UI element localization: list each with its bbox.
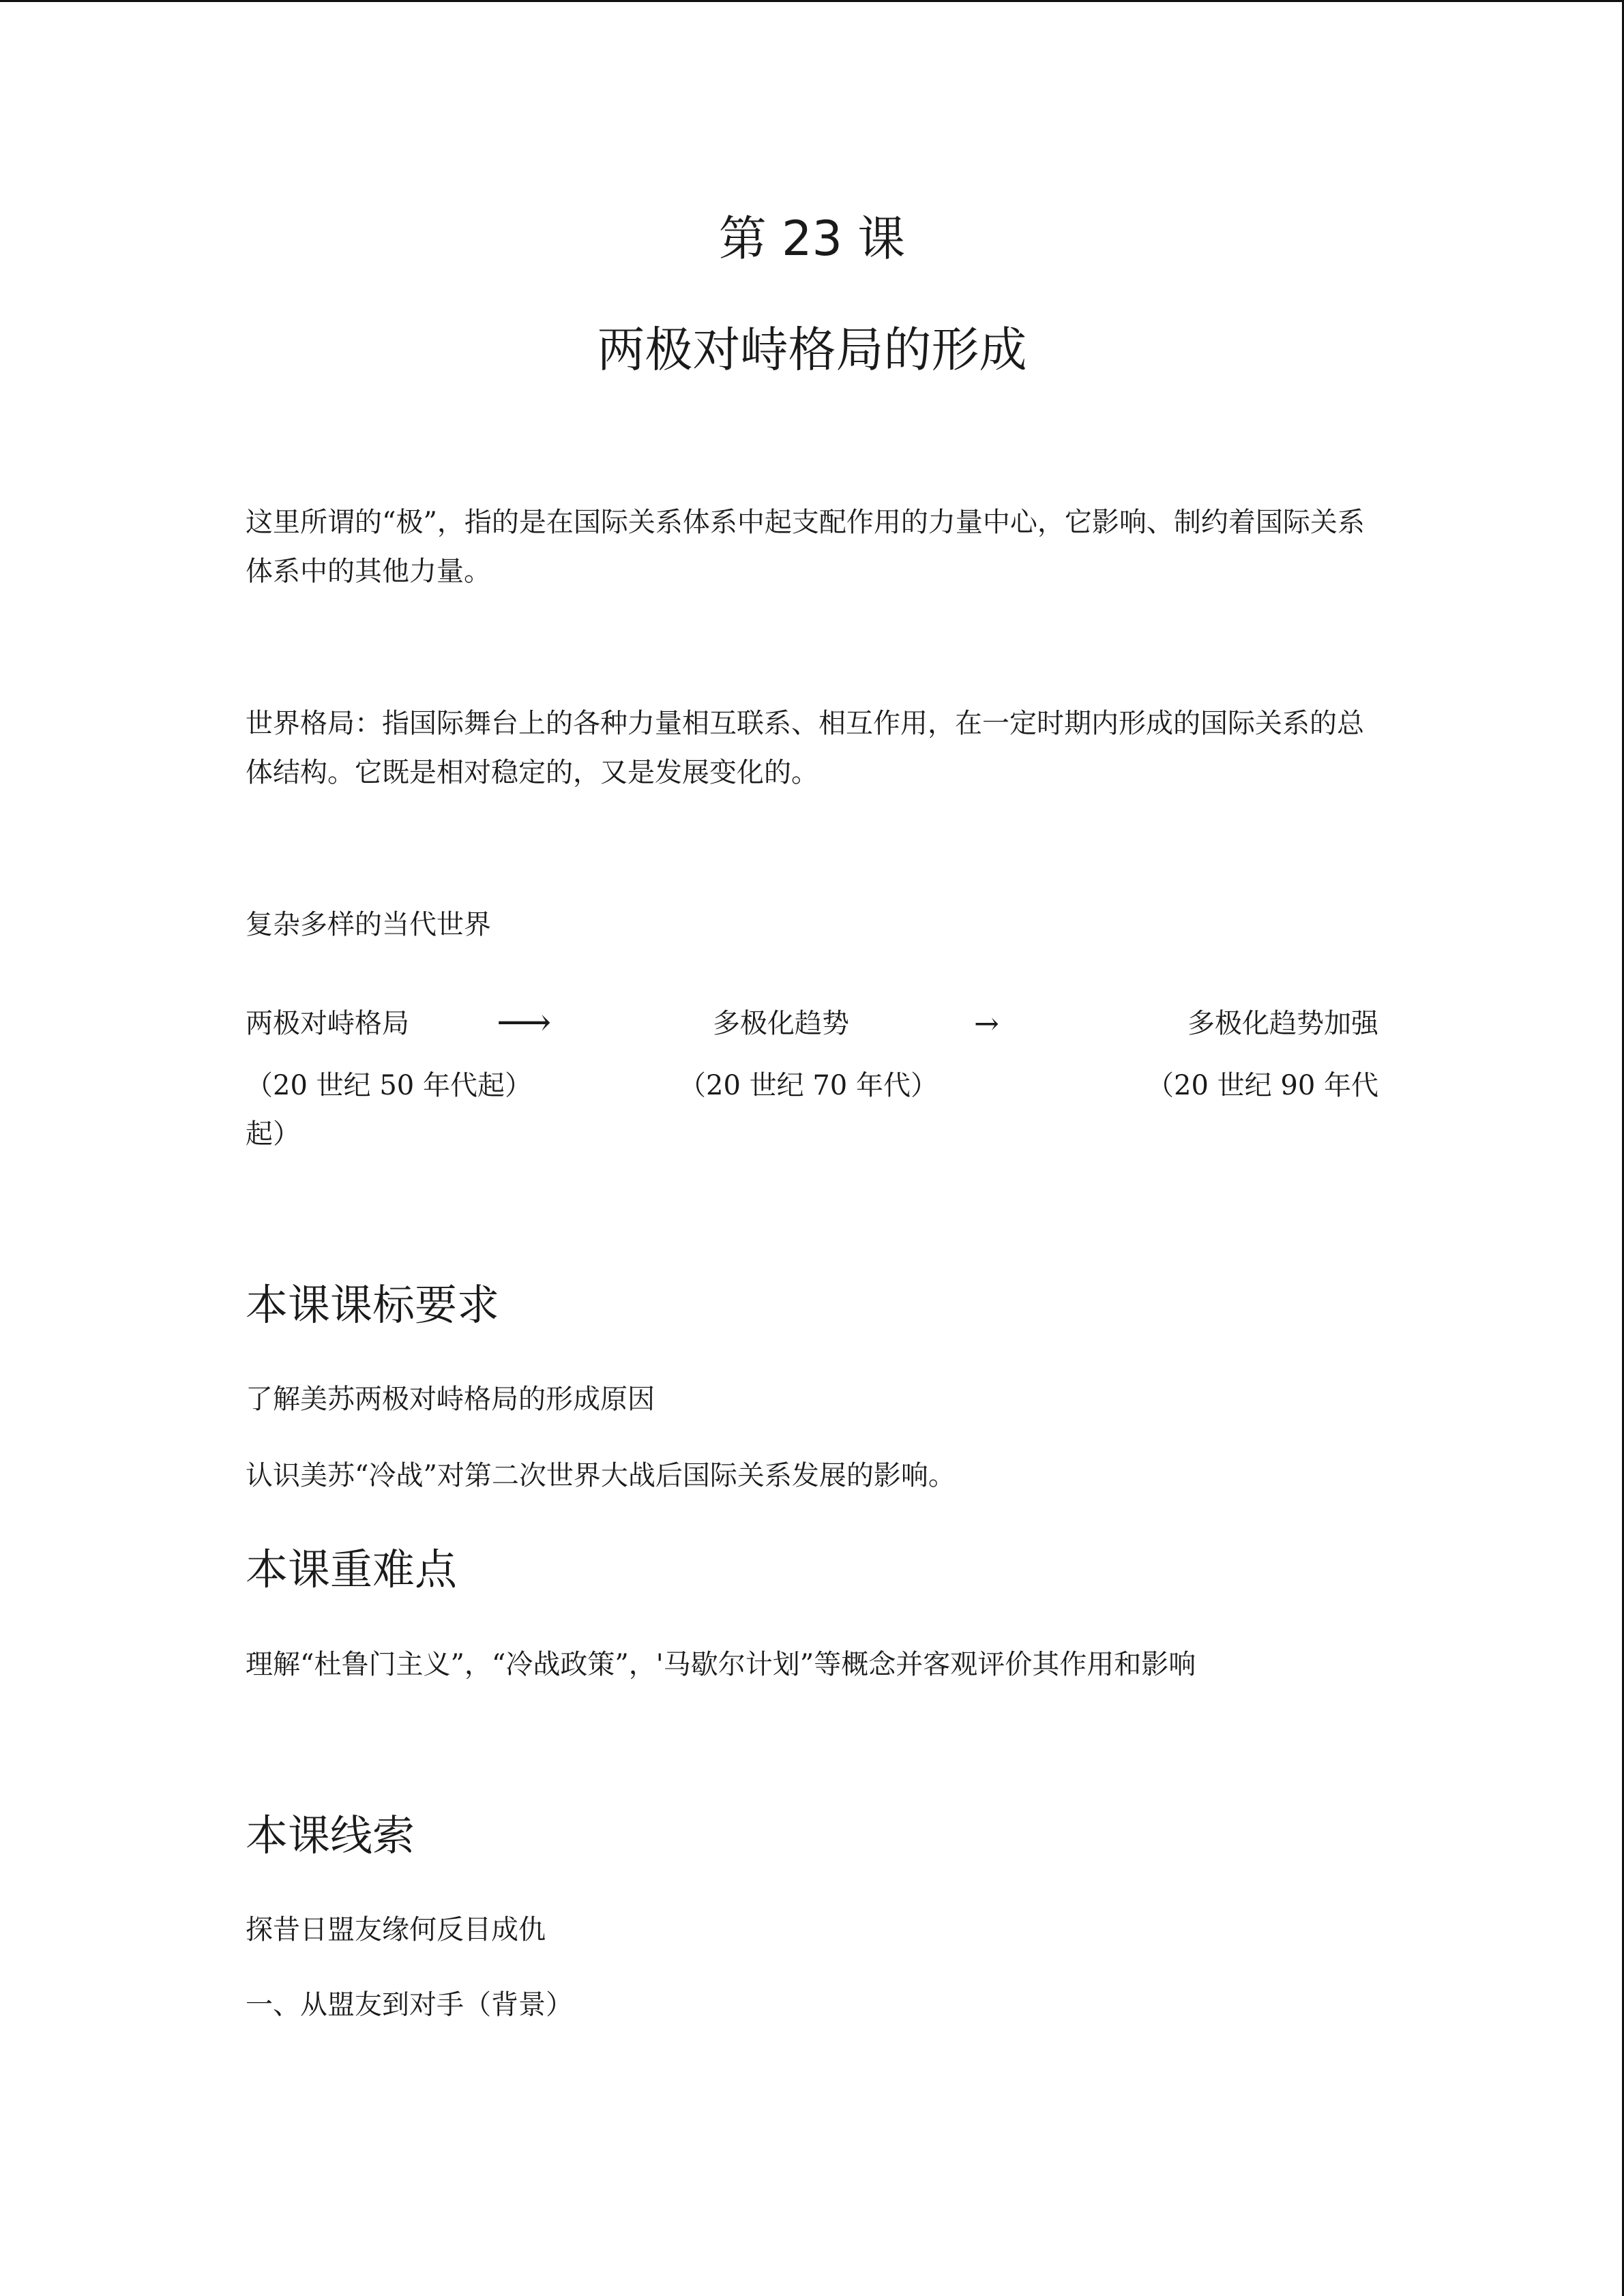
standards-heading: 本课课标要求: [246, 1280, 500, 1330]
page-top-border: [0, 0, 1624, 2]
clues-item: 一、从盟友到对手（背景）: [246, 1989, 573, 2021]
lesson-number: 第 23 课: [718, 211, 906, 267]
timeline-heading: 复杂多样的当代世界: [246, 909, 491, 940]
standards-item: 了解美苏两极对峙格局的形成原因: [246, 1384, 655, 1415]
timeline-stage-label: 多极化趋势加强: [1187, 1008, 1378, 1039]
timeline-stage-label: 多极化趋势: [713, 1008, 849, 1039]
right-arrow-icon: →: [974, 1007, 999, 1041]
key-points-heading: 本课重难点: [246, 1545, 458, 1594]
clues-heading: 本课线索: [246, 1810, 415, 1860]
pole-definition-paragraph: 这里所谓的“极”，指的是在国际关系体系中起支配作用的力量中心，它影响、制约着国际关系体系中的其他力量。: [246, 507, 1365, 587]
world-pattern-definition-paragraph: 世界格局：指国际舞台上的各种力量相互联系、相互作用，在一定时期内形成的国际关系的总体结构。它既是相对稳定的，又是发展变化的。: [246, 708, 1364, 788]
timeline-stage-period: （20 世纪 50 年代起）: [246, 1070, 532, 1101]
timeline-period-continuation: 起）: [246, 1118, 300, 1150]
timeline-stage-label: 两极对峙格局: [246, 1008, 409, 1039]
standards-item: 认识美苏“冷战”对第二次世界大战后国际关系发展的影响。: [246, 1460, 956, 1491]
timeline-stage-period: （20 世纪 70 年代）: [679, 1070, 938, 1101]
timeline-stage-period: （20 世纪 90 年代: [1147, 1070, 1378, 1101]
clues-item: 探昔日盟友缘何反目成仇: [246, 1914, 546, 1945]
right-arrow-icon: ⟶: [497, 1000, 552, 1045]
key-points-item: 理解“杜鲁门主义”，“冷战政策”，'马歇尔计划”等概念并客观评价其作用和影响: [246, 1649, 1196, 1680]
lesson-title: 两极对峙格局的形成: [597, 322, 1027, 378]
